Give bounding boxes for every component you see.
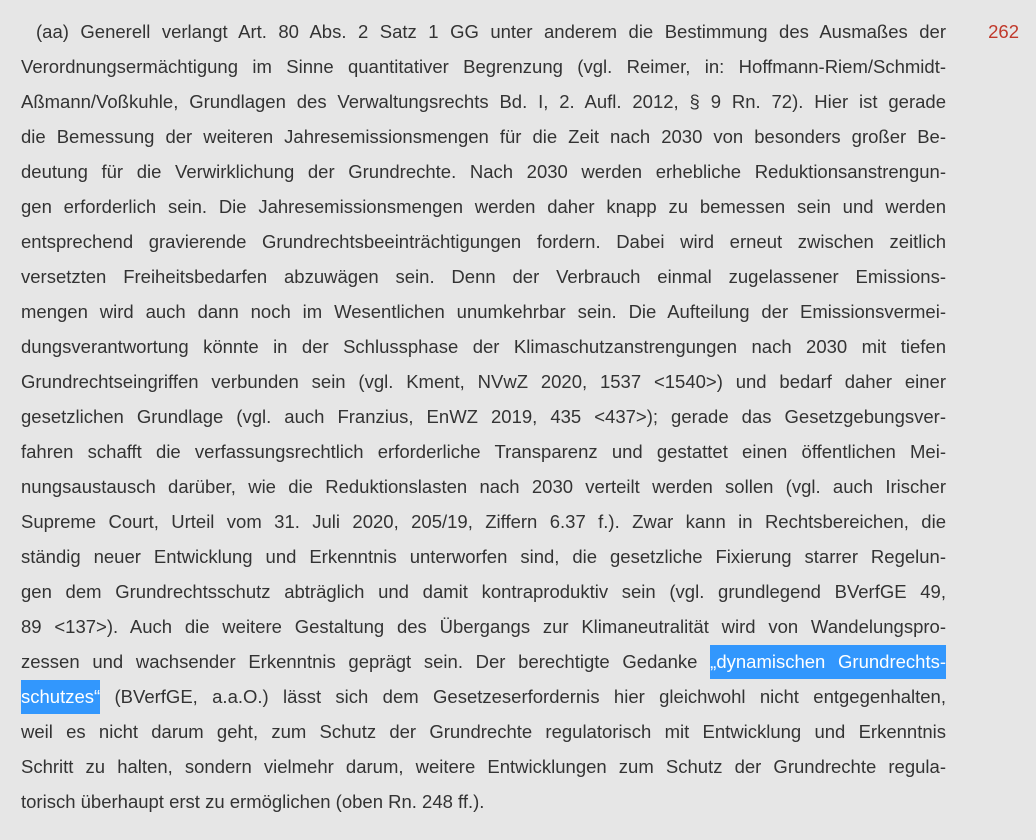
text-line-3: Aßmann/Voßkuhle, Grundlagen des Verwaltungsrechts Bd. I, 2. Aufl. 2012, § 9 Rn. 72). Hier ist gerade — [21, 91, 946, 112]
text-line-5: deutung für die Verwirklichung der Grundrechte. Nach 2030 werden erhebliche Reduktionsanstrengun- — [21, 161, 946, 182]
margin-number: 262 — [988, 21, 1019, 42]
text-line-6: gen erforderlich sein. Die Jahresemissionsmengen werden daher knapp zu bemessen sein und werden — [21, 196, 946, 217]
text-line-23: torisch überhaupt erst zu ermöglichen (oben Rn. 248 ff.). — [21, 791, 485, 812]
text-line-21: weil es nicht darum geht, zum Schutz der Grundrechte regulatorisch mit Entwicklung und Erkenntnis — [21, 721, 946, 742]
text-line-8: versetzten Freiheitsbedarfen abzuwägen sein. Denn der Verbrauch einmal zugelassener Emissions- — [21, 266, 946, 287]
text-line-20[interactable] — [21, 679, 946, 714]
text-line-19-start: zessen und wachsender Erkenntnis geprägt sein. Der berechtigte Gedanke — [21, 651, 711, 672]
text-line-12: gesetzlichen Grundlage (vgl. auch Franzius, EnWZ 2019, 435 <437>); gerade das Gesetzgebungsver- — [21, 406, 946, 427]
text-line-7: entsprechend gravierende Grundrechtsbeeinträchtigungen fordern. Dabei wird erneut zwischen zeitlich — [21, 231, 946, 252]
text-line-19[interactable] — [21, 644, 946, 679]
text-line-9: mengen wird auch dann noch im Wesentlichen unumkehrbar sein. Die Aufteilung der Emissionsvermei- — [21, 301, 946, 322]
selected-text-highlight-continued[interactable]: schutzes“ — [21, 680, 100, 714]
text-line-22: Schritt zu halten, sondern vielmehr darum, weitere Entwicklungen zum Schutz der Grundrechte regula- — [21, 756, 946, 777]
selected-text-highlight[interactable]: „dynamischen Grundrechts- — [710, 645, 946, 679]
text-line-15: Supreme Court, Urteil vom 31. Juli 2020, 205/19, Ziffern 6.37 f.). Zwar kann in Rechtsbereichen, die — [21, 511, 946, 532]
text-line-4: die Bemessung der weiteren Jahresemissionsmengen für die Zeit nach 2030 von besonders großer Be- — [21, 126, 946, 147]
text-line-11: Grundrechtseingriffen verbunden sein (vgl. Kment, NVwZ 2020, 1537 <1540>) und bedarf daher einer — [21, 371, 946, 392]
text-line-17: gen dem Grundrechtsschutz abträglich und damit kontraproduktiv sein (vgl. grundlegend BVerfGE 49, — [21, 581, 946, 602]
text-line-18: 89 <137>). Auch die weitere Gestaltung des Übergangs zur Klimaneutralität wird von Wandelungspro- — [21, 616, 946, 637]
text-line-14: nungsaustausch darüber, wie die Reduktionslasten nach 2030 verteilt werden sollen (vgl. auch Irischer — [21, 476, 946, 497]
text-line-1: (aa) Generell verlangt Art. 80 Abs. 2 Satz 1 GG unter anderem die Bestimmung des Ausmaßes der — [36, 21, 946, 42]
text-line-2: Verordnungsermächtigung im Sinne quantitativer Begrenzung (vgl. Reimer, in: Hoffmann-Riem/Schmidt- — [21, 56, 946, 77]
text-line-16: ständig neuer Entwicklung und Erkenntnis unterworfen sind, die gesetzliche Fixierung starrer Regelun- — [21, 546, 946, 567]
paragraph-body — [21, 14, 946, 819]
text-line-13: fahren schafft die verfassungsrechtlich erforderliche Transparenz und gestattet einen öffentlichen Mei- — [21, 441, 946, 462]
text-line-20-end: (BVerfGE, a.a.O.) lässt sich dem Gesetzeserfordernis hier gleichwohl nicht entgegenhalten, — [100, 686, 946, 707]
text-line-10: dungsverantwortung könnte in der Schlussphase der Klimaschutzanstrengungen nach 2030 mit tiefen — [21, 336, 946, 357]
